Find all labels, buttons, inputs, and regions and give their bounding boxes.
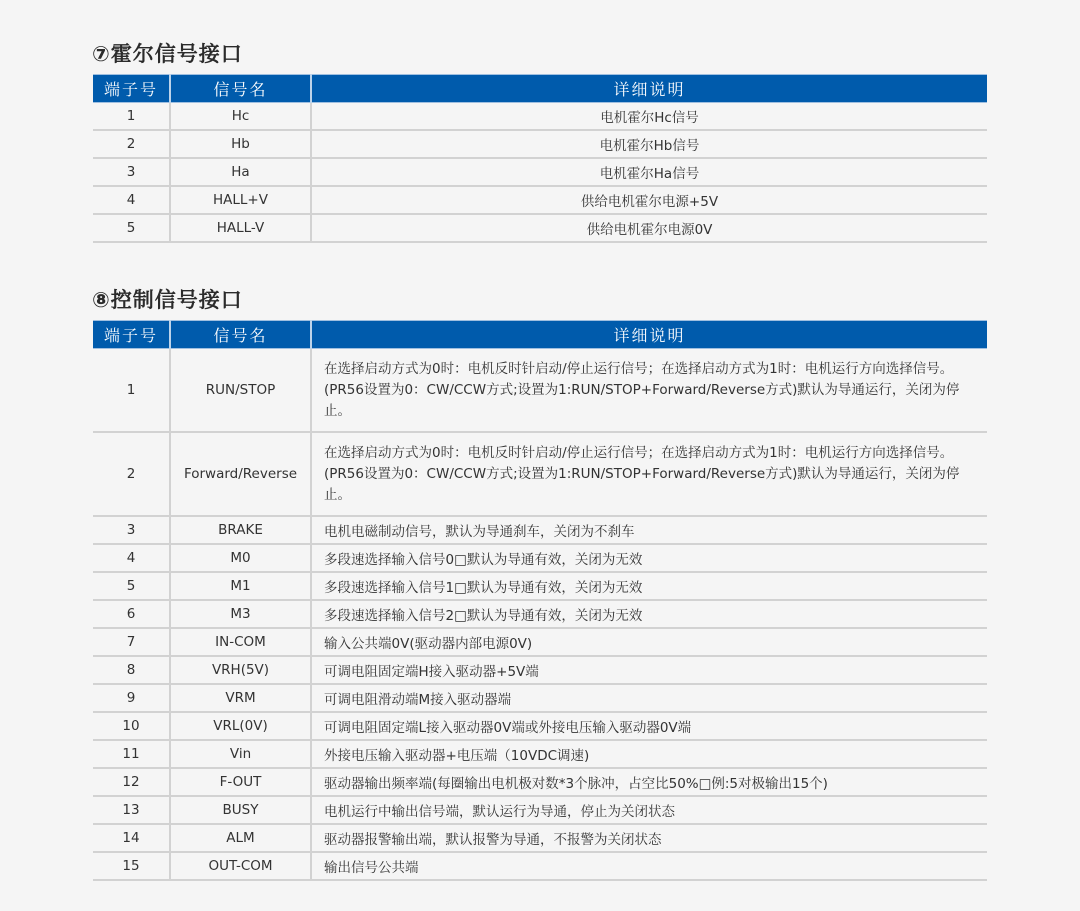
table-row [93,130,987,158]
description-cell: 电机电磁制动信号，默认为导通刹车，关闭为不刹车 [311,516,987,544]
table-row [93,103,987,131]
table-row [93,572,987,600]
table-row [93,684,987,712]
terminal-cell: 1 [93,349,170,433]
signal-cell: BRAKE [170,516,311,544]
control-signal-table [93,320,987,881]
description-cell: 供给电机霍尔电源0V [311,214,987,242]
description-cell: 多段速选择输入信号2□默认为导通有效，关闭为无效 [311,600,987,628]
table-header-row [93,75,987,103]
terminal-cell: 11 [93,740,170,768]
description-cell: 电机霍尔Hb信号 [311,130,987,158]
description-cell: 输入公共端0V(驱动器内部电源0V) [311,628,987,656]
table-row [93,712,987,740]
table-row [93,349,987,433]
terminal-cell: 13 [93,796,170,824]
signal-cell: HALL-V [170,214,311,242]
terminal-cell: 2 [93,432,170,516]
table-row [93,796,987,824]
terminal-cell: 9 [93,684,170,712]
terminal-cell: 3 [93,516,170,544]
signal-cell: Hb [170,130,311,158]
description-cell: 可调电阻固定端L接入驱动器0V端或外接电压输入驱动器0V端 [311,712,987,740]
terminal-cell: 14 [93,824,170,852]
signal-cell: Ha [170,158,311,186]
signal-cell: Forward/Reverse [170,432,311,516]
description-cell: 电机霍尔Hc信号 [311,103,987,131]
signal-cell: M1 [170,572,311,600]
terminal-cell: 15 [93,852,170,880]
table-row [93,214,987,242]
signal-cell: BUSY [170,796,311,824]
terminal-cell: 4 [93,544,170,572]
terminal-cell: 6 [93,600,170,628]
terminal-cell: 2 [93,130,170,158]
table-row [93,432,987,516]
hall-signal-table [93,74,987,243]
signal-cell: M0 [170,544,311,572]
signal-cell: OUT-COM [170,852,311,880]
terminal-cell: 5 [93,572,170,600]
description-cell: 多段速选择输入信号1□默认为导通有效，关闭为无效 [311,572,987,600]
table-row [93,600,987,628]
signal-cell: F-OUT [170,768,311,796]
control-section-title: ⑧控制信号接口 [92,288,243,312]
table-row [93,768,987,796]
signal-cell: ALM [170,824,311,852]
signal-cell: VRH(5V) [170,656,311,684]
description-cell: 驱动器报警输出端，默认报警为导通，不报警为关闭状态 [311,824,987,852]
description-cell: 在选择启动方式为0时：电机反时针启动/停止运行信号；在选择启动方式为1时：电机运行方向选择信号。(PR56设置为0：CW/CCW方式;设置为1:RUN/STOP+Forward/Reverse方式)默认为导通运行，关闭为停止。 [311,432,987,516]
description-cell: 驱动器输出频率端(每圈输出电机极对数*3个脉冲，占空比50%□例:5对极输出15个) [311,768,987,796]
description-cell: 可调电阻固定端H接入驱动器+5V端 [311,656,987,684]
description-cell: 电机霍尔Ha信号 [311,158,987,186]
header-terminal: 端子号 [93,321,170,349]
description-cell: 输出信号公共端 [311,852,987,880]
signal-cell: Hc [170,103,311,131]
table-row [93,544,987,572]
terminal-cell: 4 [93,186,170,214]
table-row [93,516,987,544]
table-row [93,186,987,214]
terminal-cell: 5 [93,214,170,242]
header-signal-name: 信号名 [170,75,311,103]
terminal-cell: 10 [93,712,170,740]
table-row [93,656,987,684]
signal-cell: RUN/STOP [170,349,311,433]
table-row [93,628,987,656]
terminal-cell: 1 [93,103,170,131]
table-header-row [93,321,987,349]
signal-cell: Vin [170,740,311,768]
header-description: 详细说明 [311,321,987,349]
header-terminal: 端子号 [93,75,170,103]
description-cell: 多段速选择输入信号0□默认为导通有效，关闭为无效 [311,544,987,572]
signal-cell: VRM [170,684,311,712]
table-row [93,852,987,880]
table-row [93,740,987,768]
table-row [93,824,987,852]
signal-cell: IN-COM [170,628,311,656]
terminal-cell: 7 [93,628,170,656]
hall-section-title: ⑦霍尔信号接口 [92,42,243,66]
signal-cell: VRL(0V) [170,712,311,740]
signal-cell: M3 [170,600,311,628]
terminal-cell: 3 [93,158,170,186]
description-cell: 在选择启动方式为0时：电机反时针启动/停止运行信号；在选择启动方式为1时：电机运行方向选择信号。(PR56设置为0：CW/CCW方式;设置为1:RUN/STOP+Forward/Reverse方式)默认为导通运行，关闭为停止。 [311,349,987,433]
table-row [93,158,987,186]
terminal-cell: 12 [93,768,170,796]
signal-cell: HALL+V [170,186,311,214]
description-cell: 可调电阻滑动端M接入驱动器端 [311,684,987,712]
header-signal-name: 信号名 [170,321,311,349]
description-cell: 电机运行中输出信号端，默认运行为导通，停止为关闭状态 [311,796,987,824]
terminal-cell: 8 [93,656,170,684]
header-description: 详细说明 [311,75,987,103]
description-cell: 外接电压输入驱动器+电压端（10VDC调速) [311,740,987,768]
description-cell: 供给电机霍尔电源+5V [311,186,987,214]
